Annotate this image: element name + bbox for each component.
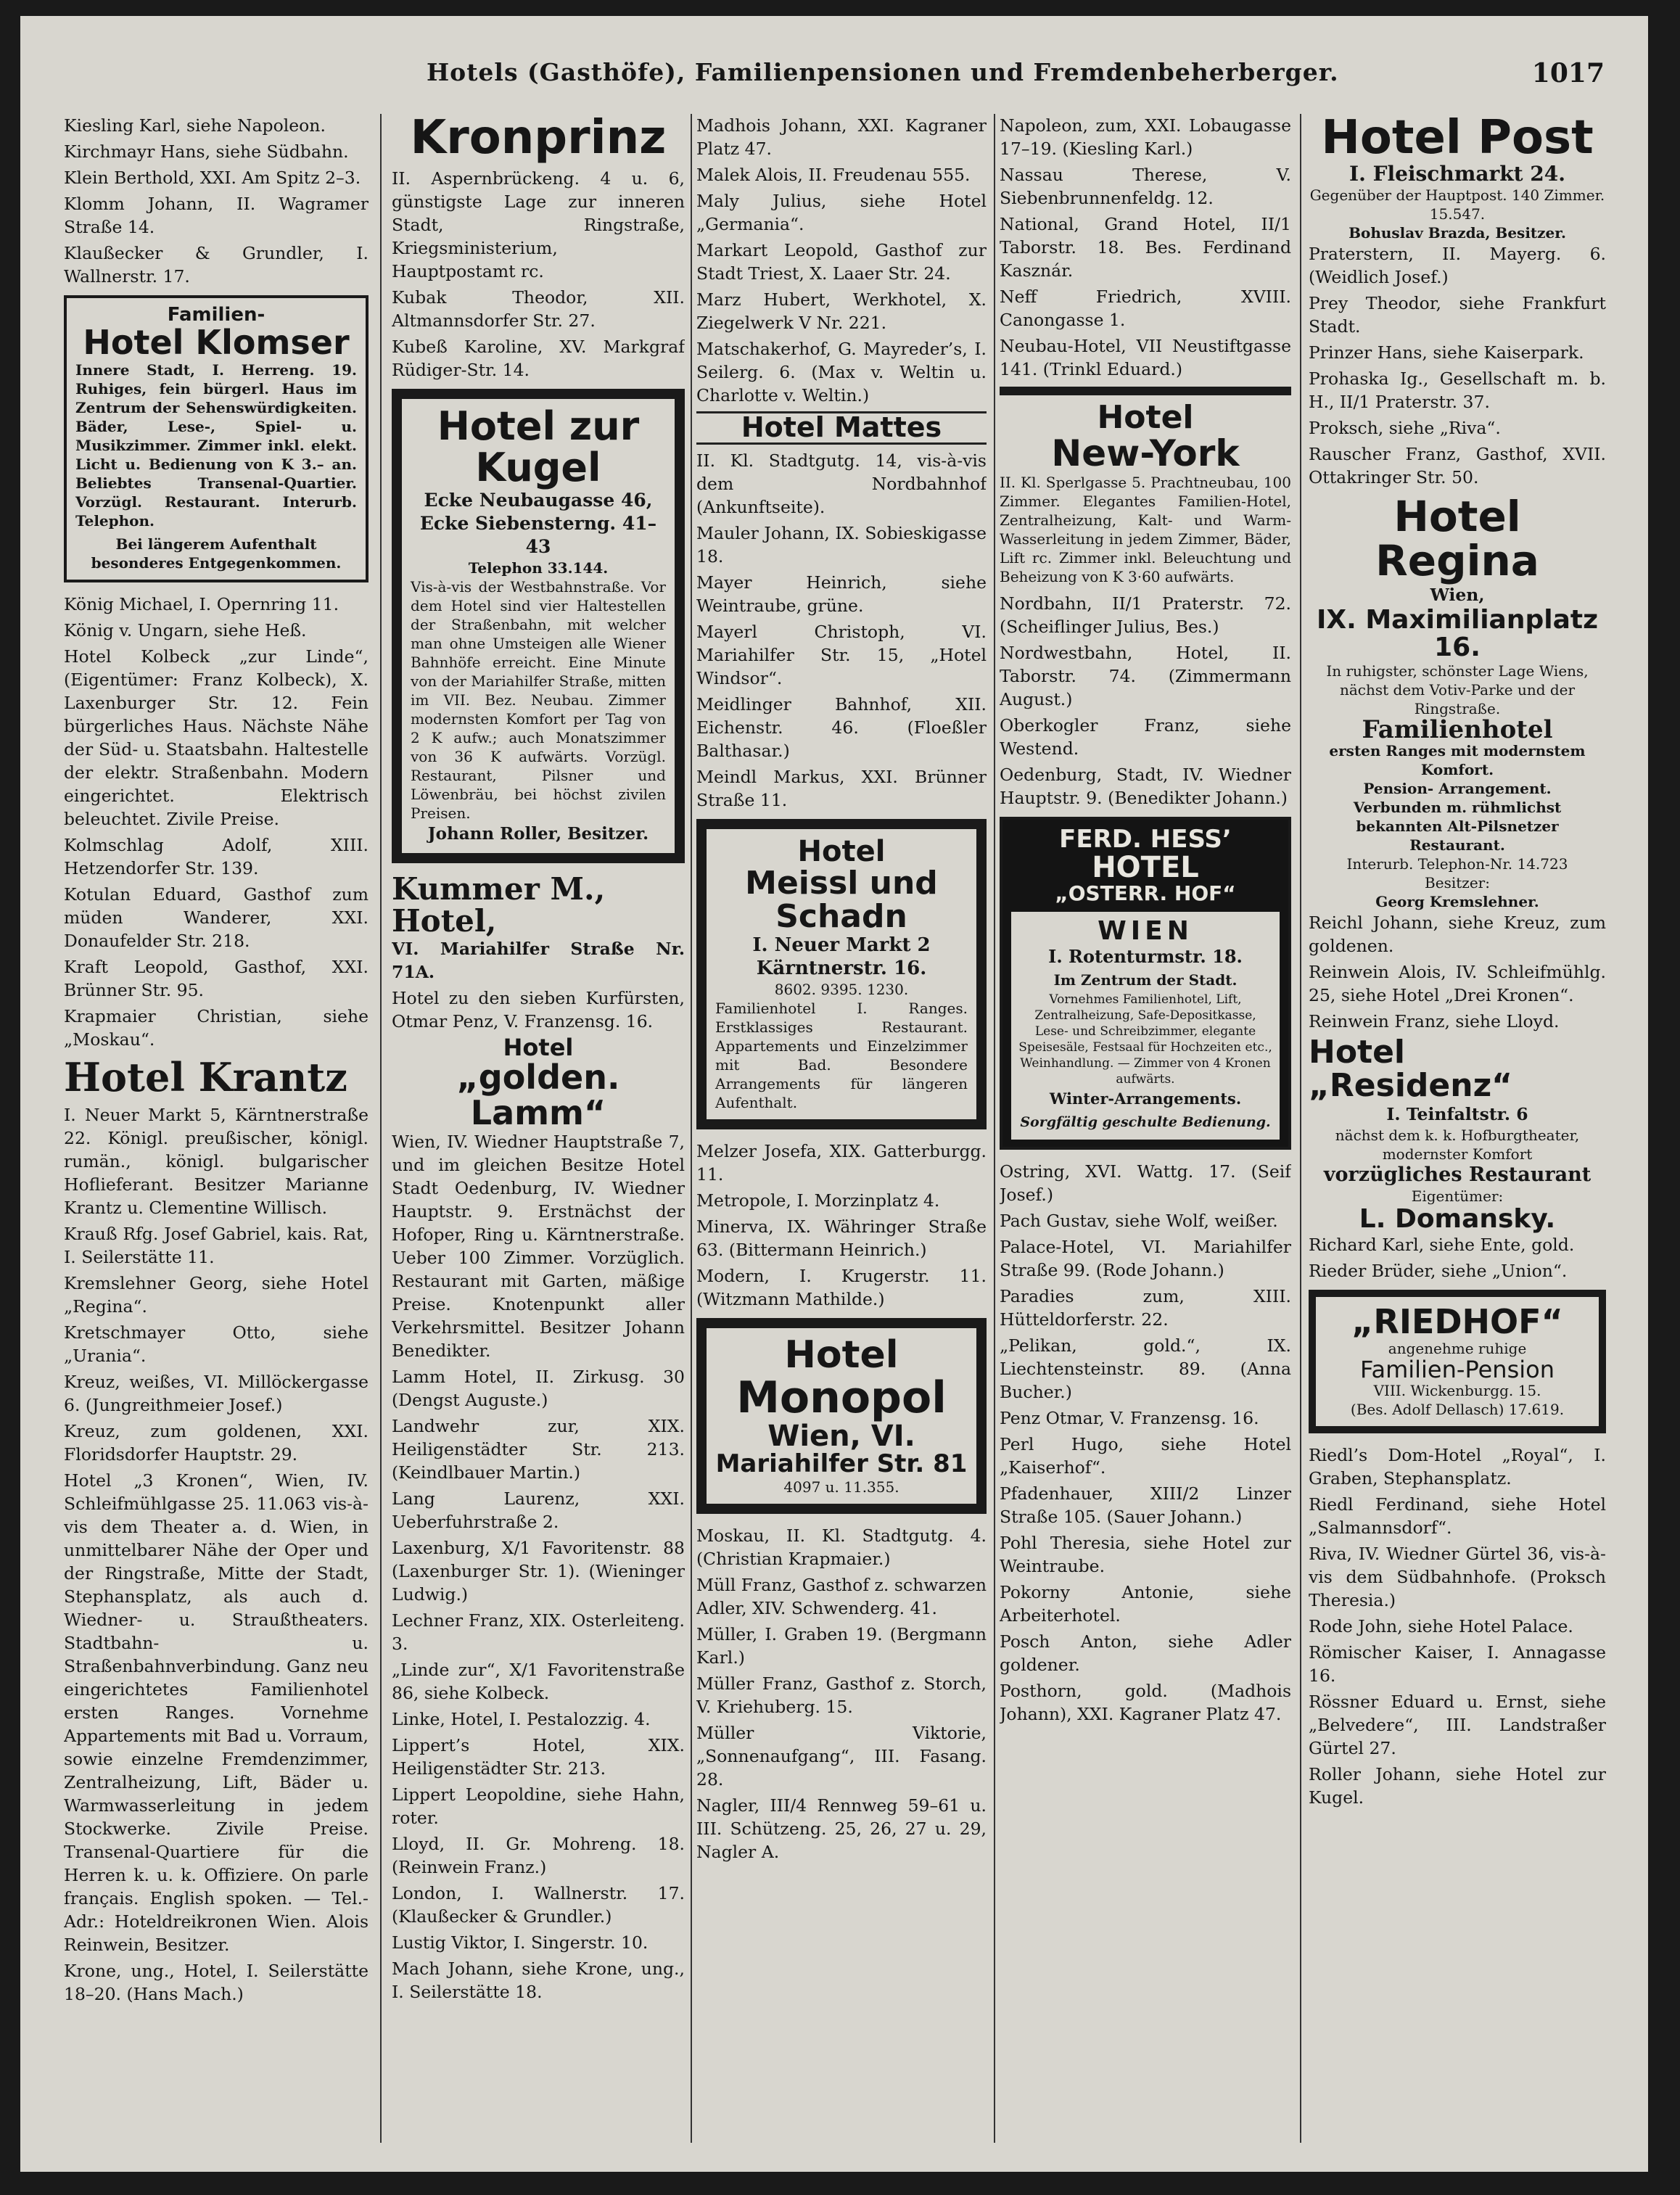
ad-subtitle: „OSTERR. HOF“: [1055, 881, 1236, 906]
column-divider: [691, 114, 692, 2143]
list-item: Krauß Rfg. Josef Gabriel, kais. Rat, I. Seilerstätte 11.: [64, 1224, 368, 1268]
ad-title-krantz: Hotel Krantz: [64, 1053, 347, 1100]
list-item: Müller, I. Graben 19. (Bergmann Karl.): [696, 1623, 987, 1668]
column-divider: [994, 114, 995, 2143]
list-item: „Linde zur“, X/1 Favoritenstraße 86, siehe Kolbeck.: [392, 1659, 685, 1703]
ad-title-hotel-regina: Hotel Regina: [1375, 492, 1539, 586]
column-2: [392, 114, 685, 2143]
ad-city: Wien, VI.: [767, 1419, 915, 1453]
ad-text: Familienhotel I. Ranges. Erstklassiges Restaurant. Appartements und Einzelzimmer mit Bad. Besondere Arrangements für längeren Aufenthalt.: [715, 1000, 968, 1112]
list-item: Pach Gustav, siehe Wolf, weißer.: [1000, 1210, 1278, 1231]
ad-owner: (Bes. Adolf Dellasch) 17.619.: [1350, 1401, 1565, 1419]
list-item: Matschakerhof, G. Mayreder’s, I. Seilerg. 6. (Max v. Weltin u. Charlotte v. Weltin.): [696, 339, 987, 405]
list-item: „Pelikan, gold.“, IX. Liechtensteinstr. 89. (Anna Bucher.): [1000, 1335, 1291, 1402]
ad-hotel-klomser: [64, 295, 368, 582]
ad-hotel-oesterr-hof: [1000, 817, 1291, 1150]
ad-title: HOTEL: [1092, 851, 1199, 885]
ad-hotel-monopol: [696, 1318, 987, 1513]
list-item: Modern, I. Krugerstr. 11. (Witzmann Mathilde.): [696, 1266, 987, 1310]
list-item: Minerva, IX. Währinger Straße 63. (Bittermann Heinrich.): [696, 1216, 987, 1261]
list-item: Prey Theodor, siehe Frankfurt Stadt.: [1309, 293, 1606, 337]
column-divider: [1300, 114, 1301, 2143]
list-item: Pfadenhauer, XIII/2 Linzer Straße 105. (Sauer Johann.): [1000, 1483, 1291, 1527]
ad-title: Meissl und Schadn: [745, 864, 938, 936]
ad-owner: Bohuslav Brazda, Besitzer.: [1348, 224, 1566, 242]
ad-telephone: 4097 u. 11.355.: [783, 1478, 899, 1496]
ad-riedhof: [1309, 1290, 1606, 1433]
list-item: Mayerl Christoph, VI. Mariahilfer Str. 15, „Hotel Windsor“.: [696, 621, 987, 688]
ad-kicker: FERD. HESS’: [1059, 824, 1232, 854]
column-3: [696, 114, 987, 2143]
list-item: Ostring, XVI. Wattg. 17. (Seif Josef.): [1000, 1161, 1291, 1205]
list-item: Palace-Hotel, VI. Mariahilfer Straße 99. (Rode Johann.): [1000, 1236, 1291, 1280]
list-item: Lippert’s Hotel, XIX. Heiligenstädter Str. 213.: [392, 1734, 685, 1779]
ad-kicker: Hotel: [1097, 399, 1194, 436]
ad-title-mattes: Hotel Mattes: [696, 411, 987, 445]
list-item: Mayer Heinrich, siehe Weintraube, grüne.: [696, 572, 987, 616]
ad-owner: Georg Kremslehner.: [1375, 892, 1539, 910]
list-item: Posch Anton, siehe Adler goldener.: [1000, 1631, 1291, 1675]
list-item: Krapmaier Christian, siehe „Moskau“.: [64, 1005, 368, 1050]
list-item: Melzer Josefa, XIX. Gatterburgg. 11.: [696, 1141, 987, 1185]
list-item: Reinwein Alois, IV. Schleifmühlg. 25, siehe Hotel „Drei Kronen“.: [1309, 961, 1606, 1005]
ad-type: Familien-Pension: [1360, 1356, 1555, 1384]
list-item: Reinwein Franz, siehe Lloyd.: [1309, 1010, 1560, 1031]
list-item: Neff Friedrich, XVIII. Canongasse 1.: [1000, 287, 1291, 330]
column-1: [64, 114, 368, 2143]
list-item: Kotulan Eduard, Gasthof zum müden Wanderer, XXI. Donaufelder Str. 218.: [64, 884, 368, 951]
list-item: Rauscher Franz, Gasthof, XVII. Ottakringer Str. 50.: [1309, 444, 1606, 488]
ad-heading: Familienhotel: [1362, 714, 1553, 744]
list-item: Madhois Johann, XXI. Kagraner Platz 47.: [696, 115, 987, 159]
list-item: Lechner Franz, XIX. Osterleiteng. 3.: [392, 1610, 685, 1654]
list-item: Markart Leopold, Gasthof zur Stadt Triest, X. Laaer Str. 24.: [696, 240, 987, 284]
ad-kicker: Familien-: [167, 304, 265, 326]
ad-title: New-York: [1051, 432, 1240, 475]
list-item: Pohl Theresia, siehe Hotel zur Weintraube.: [1000, 1532, 1291, 1576]
list-item: Laxenburg, X/1 Favoritenstr. 88 (Laxenburger Str. 1). (Wieninger Ludwig.): [392, 1537, 685, 1605]
ad-kicker: Hotel: [503, 1033, 574, 1061]
list-item: Nordwestbahn, Hotel, II. Taborstr. 74. (Zimmermann August.): [1000, 642, 1291, 709]
list-item: Posthorn, gold. (Madhois Johann), XXI. Kagraner Platz 47.: [1000, 1680, 1291, 1724]
list-item: Oberkogler Franz, siehe Westend.: [1000, 714, 1291, 759]
list-item: Landwehr zur, XIX. Heiligenstädter Str. 213. (Keindlbauer Martin.): [392, 1415, 685, 1483]
ad-address: I. Teinfaltstr. 6: [1386, 1103, 1528, 1124]
ad-text: II. Kl. Sperlgasse 5. Prachtneubau, 100 Zimmer. Elegantes Familien-Hotel, Zentralheizung, Kalt- und Warm-Wasserleitung in jedem Zimmer, Bäder, Lift rc. Zimmer inkl. Beleuchtung und Beheizung von K 3·60 aufwärts.: [1000, 473, 1291, 585]
list-item: Prohaska Ig., Gesellschaft m. b. H., II/1 Praterstr. 37.: [1309, 368, 1606, 413]
ad-address: Mariahilfer Str. 81: [715, 1449, 968, 1478]
ad-address: IX. Maximilianplatz 16.: [1316, 604, 1599, 662]
list-item: Richard Karl, siehe Ente, gold.: [1309, 1234, 1575, 1255]
ad-text: In ruhigster, schönster Lage Wiens, nächst dem Votiv-Parke und der Ringstraße.: [1326, 662, 1589, 717]
list-item: Metropole, I. Morzinplatz 4.: [696, 1190, 940, 1211]
ad-note: Sorgfältig geschulte Bedienung.: [1020, 1113, 1271, 1130]
ad-title: Hotel Klomser: [83, 323, 350, 363]
ad-title-kronprinz: Kronprinz: [410, 114, 667, 165]
list-item: Kreuz, weißes, VI. Millöckergasse 6. (Jungreithmeier Josef.): [64, 1372, 368, 1416]
list-item: Lustig Viktor, I. Singerstr. 10.: [392, 1932, 648, 1953]
ad-owner-label: Besitzer:: [1425, 873, 1490, 891]
list-item: König Michael, I. Opernring 11.: [64, 593, 339, 614]
list-item: Rieder Brüder, siehe „Union“.: [1309, 1260, 1568, 1281]
list-item: Neubau-Hotel, VII Neustiftgasse 141. (Trinkl Eduard.): [1000, 336, 1291, 379]
ad-owner: L. Domansky.: [1359, 1203, 1556, 1234]
list-item: Müll Franz, Gasthof z. schwarzen Adler, XIV. Schwenderg. 41.: [696, 1574, 987, 1618]
list-item: Wien, IV. Wiedner Hauptstraße 7, und im gleichen Besitze Hotel Stadt Oedenburg, IV. Wiedner Hauptstr. 9. Erstnächst der Hofoper, Ring u. Kärntnerstraße. Ueber 100 Zimmer. Vorzüglich. Restaurant mit Garten, mäßige Preise. Knotenpunkt aller Verkehrsmittel. Besitzer Johann Benedikter.: [392, 1131, 685, 1361]
list-item: Rode John, siehe Hotel Palace.: [1309, 1616, 1573, 1637]
list-item: Klein Berthold, XXI. Am Spitz 2–3.: [64, 168, 361, 188]
list-item: Nassau Therese, V. Siebenbrunnenfeldg. 12.: [1000, 165, 1291, 208]
list-item: Mach Johann, siehe Krone, ung., I. Seilerstätte 18.: [392, 1958, 685, 2002]
ad-title: „RIEDHOF“: [1351, 1301, 1563, 1341]
list-item: Kraft Leopold, Gasthof, XXI. Brünner Str. 95.: [64, 956, 368, 1000]
list-item: Roller Johann, siehe Hotel zur Kugel.: [1309, 1764, 1606, 1808]
list-item: Prinzer Hans, siehe Kaiserpark.: [1309, 342, 1584, 363]
ad-address: I. Rotenturmstr. 18.: [1048, 945, 1243, 967]
ad-hotel-new-york: [1000, 387, 1291, 586]
ad-city: WIEN: [1098, 915, 1193, 946]
ad-title-golden-lamm: „golden. Lamm“: [456, 1058, 620, 1132]
list-item: Kiesling Karl, siehe Napoleon.: [64, 115, 326, 136]
ad-text: Gegenüber der Hauptpost. 140 Zimmer. 15.547.: [1309, 186, 1605, 223]
list-item: Penz Otmar, V. Franzensg. 16.: [1000, 1407, 1259, 1428]
list-item: Klaußecker & Grundler, I. Wallnerstr. 17.: [64, 243, 368, 287]
list-item: Riedl’s Dom-Hotel „Royal“, I. Graben, Stephansplatz.: [1309, 1445, 1606, 1489]
list-item: Lamm Hotel, II. Zirkusg. 30 (Dengst Auguste.): [392, 1366, 685, 1410]
ad-address: Ecke Siebensterng. 41–43: [419, 512, 657, 557]
list-item: VI. Mariahilfer Straße Nr. 71A.: [392, 938, 685, 982]
list-item: Lloyd, II. Gr. Mohreng. 18. (Reinwein Franz.): [392, 1833, 685, 1877]
list-item: Kolmschlag Adolf, XIII. Hetzendorfer Str. 139.: [64, 834, 368, 878]
list-item: Hotel zu den sieben Kurfürsten, Otmar Penz, V. Franzensg. 16.: [392, 987, 685, 1031]
list-item: Müller Franz, Gasthof z. Storch, V. Kriehuberg. 15.: [696, 1673, 987, 1717]
ad-note: Bei längerem Aufenthalt besonderes Entgegenkommen.: [91, 535, 342, 572]
ad-text: Innere Stadt, I. Herreng. 19. Ruhiges, fein bürgerl. Haus im Zentrum der Sehenswürdigkeiten. Bäder, Lese-, Spiel- u. Musikzimmer. Zimmer inkl. elekt. Licht u. Bedienung von K 3.– an. Beliebtes Transenal-Quartier. Vorzügl. Restaurant. Interurb. Telephon.: [75, 361, 357, 530]
list-item: Lang Laurenz, XXI. Ueberfuhrstraße 2.: [392, 1488, 685, 1532]
list-item: London, I. Wallnerstr. 17. (Klaußecker & Grundler.): [392, 1882, 685, 1927]
ad-owner-label: Eigentümer:: [1411, 1187, 1504, 1205]
list-item: Marz Hubert, Werkhotel, X. Ziegelwerk V Nr. 221.: [696, 289, 987, 333]
list-item: II. Aspernbrückeng. 4 u. 6, günstigste Lage zur inneren Stadt, Ringstraße, Kriegsministerium, Hauptpostamt rc.: [392, 168, 685, 282]
list-item: Proksch, siehe „Riva“.: [1309, 418, 1501, 439]
ad-title-hotel-post: Hotel Post: [1321, 114, 1594, 165]
page-title: Hotels (Gasthöfe), Familienpensionen und Fremdenbeherberger.: [427, 58, 1339, 86]
ad-title: Monopol: [736, 1372, 947, 1423]
ad-address: I. Fleischmarkt 24.: [1348, 162, 1566, 186]
ad-hotel-zur-kugel: [392, 389, 685, 862]
list-item: Reichl Johann, siehe Kreuz, zum goldenen.: [1309, 912, 1606, 956]
list-item: Kirchmayr Hans, siehe Südbahn.: [64, 141, 349, 162]
list-item: Moskau, II. Kl. Stadtgutg. 4. (Christian Krapmaier.): [696, 1525, 987, 1569]
list-item: Riedl Ferdinand, siehe Hotel „Salmannsdorf“.: [1309, 1494, 1606, 1539]
page-header: [20, 58, 1648, 102]
list-item: Kretschmayer Otto, siehe „Urania“.: [64, 1322, 368, 1367]
list-item: Rössner Eduard u. Ernst, siehe „Belvedere“, III. Landstraßer Gürtel 27.: [1309, 1692, 1606, 1759]
list-item: Römischer Kaiser, I. Annagasse 16.: [1309, 1642, 1606, 1687]
column-divider: [380, 114, 382, 2143]
ad-city: Wien,: [1430, 584, 1485, 605]
ad-text: nächst dem k. k. Hofburgtheater, modernster Komfort: [1335, 1126, 1580, 1163]
ad-address: Ecke Neubaugasse 46,: [424, 489, 653, 511]
list-item: Hotel Kolbeck „zur Linde“, (Eigentümer: Franz Kolbeck), X. Laxenburger Str. 12. Fein bürgerliches Haus. Nächste Nähe der Süd- u. Staatsbahn. Haltestelle der elektr. Straßenbahn. Modern eingerichtet. Elektrisch beleuchtet. Zivile Preise.: [64, 646, 368, 829]
list-item: Nagler, III/4 Rennweg 59–61 u. III. Schützeng. 25, 26, 27 u. 29, Nagler A.: [696, 1795, 987, 1862]
ad-text: Verbunden m. rühmlichst bekannten Alt-Pilsnetzer Restaurant.: [1353, 798, 1562, 854]
list-item: Müller Viktorie, „Sonnenaufgang“, III. Fasang. 28.: [696, 1722, 987, 1790]
ad-address: Kärntnerstr. 16.: [756, 958, 927, 980]
list-item: Linke, Hotel, I. Pestalozzig. 4.: [392, 1708, 651, 1729]
directory-page: [20, 16, 1648, 2172]
list-item: Mauler Johann, IX. Sobieskigasse 18.: [696, 522, 987, 567]
ad-title: Hotel zur Kugel: [437, 403, 640, 490]
list-item: Riva, IV. Wiedner Gürtel 36, vis-à-vis dem Südbahnhofe. (Proksch Theresia.): [1309, 1544, 1606, 1611]
ad-telephone: 8602. 9395. 1230.: [774, 981, 909, 999]
list-item: Meidlinger Bahnhof, XII. Eichenstr. 46. (Floeßler Balthasar.): [696, 693, 987, 761]
list-item: Praterstern, II. Mayerg. 6. (Weidlich Josef.): [1309, 244, 1606, 288]
list-item: Pokorny Antonie, siehe Arbeiterhotel.: [1000, 1581, 1291, 1626]
list-item: Paradies zum, XIII. Hütteldorferstr. 22.: [1000, 1285, 1291, 1330]
list-item: Kremslehner Georg, siehe Hotel „Regina“.: [64, 1273, 368, 1317]
ad-note: Winter-Arrangements.: [1049, 1089, 1242, 1108]
list-item: Maly Julius, siehe Hotel „Germania“.: [696, 191, 987, 234]
ad-text: angenehme ruhige: [1388, 1340, 1527, 1358]
list-item: I. Neuer Markt 5, Kärntnerstraße 22. Königl. preußischer, königl. rumän., königl. bulgarischer Hoflieferant. Besitzer Marianne Krantz u. Clementine Willisch.: [64, 1105, 368, 1219]
page-number: 1017: [1531, 58, 1605, 88]
list-item: Kubak Theodor, XII. Altmannsdorfer Str. 27.: [392, 287, 685, 331]
list-item: Lippert Leopoldine, siehe Hahn, roter.: [392, 1784, 685, 1828]
list-item: Perl Hugo, siehe Hotel „Kaiserhof“.: [1000, 1433, 1291, 1478]
ad-meissl-schadn: [696, 819, 987, 1129]
list-item: Kubeß Karoline, XV. Markgraf Rüdiger-Str. 14.: [392, 337, 685, 381]
list-item: Oedenburg, Stadt, IV. Wiedner Hauptstr. 9. (Benedikter Johann.): [1000, 764, 1291, 808]
ad-text: ersten Ranges mit modernstem Komfort.: [1329, 741, 1586, 778]
list-item: Nordbahn, II/1 Praterstr. 72. (Scheiflinger Julius, Bes.): [1000, 593, 1291, 637]
ad-title-residenz: Hotel „Residenz“: [1309, 1033, 1513, 1104]
ad-text: Vornehmes Familienhotel, Lift, Zentralheizung, Safe-Depositkasse, Lese- und Schreibzimmer, elegante Speisesäle, Festsaal für Hochzeiten etc., Weinhandlung. — Zimmer von 4 Kronen aufwärts.: [1018, 992, 1272, 1087]
ad-text: vorzügliches Restaurant: [1323, 1163, 1592, 1186]
column-4: [1000, 114, 1291, 2143]
ad-title-kummer: Kummer M., Hotel,: [392, 870, 606, 939]
list-item: König v. Ungarn, siehe Heß.: [64, 619, 307, 641]
ad-address: I. Neuer Markt 2: [752, 934, 931, 957]
ad-address: VIII. Wickenburgg. 15.: [1373, 1382, 1541, 1400]
ad-text: Pension- Arrangement.: [1363, 779, 1552, 797]
list-item: Napoleon, zum, XXI. Lobaugasse 17–19. (Kiesling Karl.): [1000, 115, 1291, 159]
list-item: Hotel „3 Kronen“, Wien, IV. Schleifmühlgasse 25. 11.063 vis-à-vis dem Theater a. d. Wien, in unmittelbarer Nähe der Oper und der Ringstraße, Mitte der Stadt, Stephansplatz, als auch d. Wiedner- u. Straußtheaters. Stadtbahn- u. Straßenbahnverbindung. Ganz neu eingerichtetes Familienhotel ersten Ranges. Vornehme Appartements mit Bad u. Vorraum, sowie einzelne Fremdenzimmer, Zentralheizung, Lift, Bäder u. Warmwasserleitung in jedem Stockwerke. Zivile Preise. Transenal-Quartiere für die Herren k. u. k. Offiziere. On parle français. English spoken. — Tel.-Adr.: Hoteldreikronen Wien. Alois Reinwein, Besitzer.: [64, 1470, 368, 1956]
ad-text: Vis-à-vis der Westbahnstraße. Vor dem Hotel sind vier Haltestellen der Straßenbahn, mit welcher man ohne Umsteigen alle Wiener Bahnhöfe erreicht. Eine Minute von der Mariahilfer Straße, mitten im VII. Bez. Neubau. Zimmer modernsten Komfort per Tag von 2 K aufw.; auch Monatszimmer von 36 K aufwärts. Vorzügl. Restaurant, Pilsner und Löwenbräu, bei höchst zivilen Preisen.: [411, 577, 666, 822]
column-5: [1309, 114, 1606, 2143]
ad-kicker: Hotel: [784, 1333, 899, 1377]
list-item: Meindl Markus, XXI. Brünner Straße 11.: [696, 766, 987, 810]
ad-telephone: Telephon 33.144.: [468, 559, 609, 577]
list-item: Kreuz, zum goldenen, XXI. Floridsdorfer Hauptstr. 29.: [64, 1421, 368, 1465]
ad-telephone: Interurb. Telephon-Nr. 14.723: [1346, 854, 1568, 873]
list-item: Krone, ung., Hotel, I. Seilerstätte 18–20. (Hans Mach.): [64, 1961, 368, 2005]
list-item: II. Kl. Stadtgutg. 14, vis-à-vis dem Nordbahnhof (Ankunftseite).: [696, 450, 987, 517]
list-item: Klomm Johann, II. Wagramer Straße 14.: [64, 194, 368, 237]
list-item: Malek Alois, II. Freudenau 555.: [696, 165, 971, 185]
list-item: National, Grand Hotel, II/1 Taborstr. 18. Bes. Ferdinand Kasznár.: [1000, 214, 1291, 281]
ad-owner: Johann Roller, Besitzer.: [427, 823, 649, 844]
ad-location: Im Zentrum der Stadt.: [1053, 971, 1238, 989]
ad-kicker: Hotel: [797, 834, 886, 868]
